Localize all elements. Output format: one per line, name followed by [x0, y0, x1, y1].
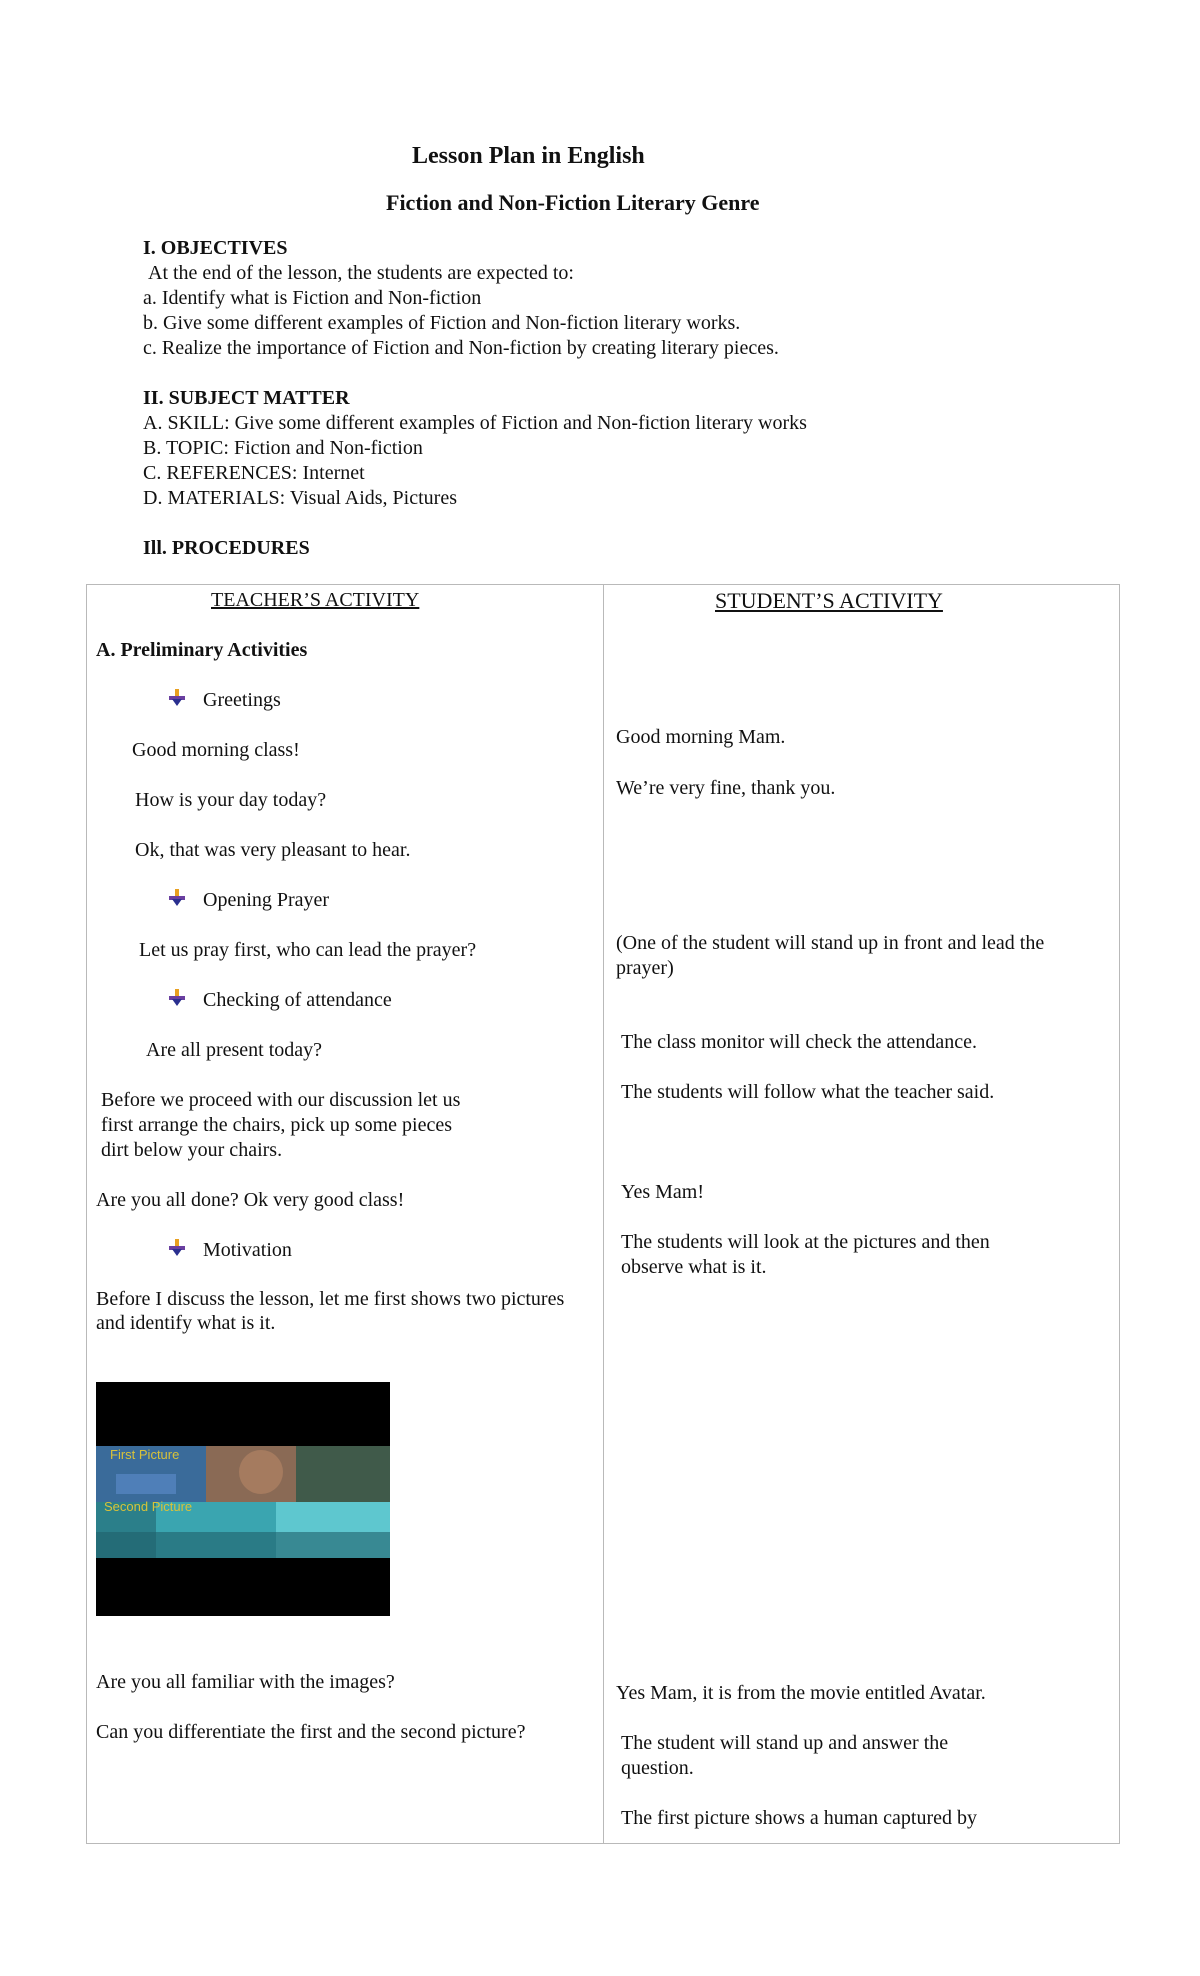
objectives-heading: I. OBJECTIVES [143, 237, 288, 259]
down-arrow-bullet-icon [168, 888, 186, 908]
student-line: Good morning Mam. [616, 726, 786, 748]
student-line: question. [621, 1757, 694, 1779]
student-line: observe what is it. [621, 1256, 767, 1278]
teacher-line: and identify what is it. [96, 1312, 276, 1334]
teacher-line: first arrange the chairs, pick up some pieces [101, 1114, 452, 1136]
student-line: The first picture shows a human captured by [621, 1807, 978, 1829]
down-arrow-bullet-icon [168, 1238, 186, 1258]
teacher-line: Can you differentiate the first and the second picture? [96, 1721, 526, 1743]
teacher-line: Before I discuss the lesson, let me first shows two pictures [96, 1288, 565, 1310]
student-activity-header: STUDENT’S ACTIVITY [715, 588, 943, 613]
procedures-heading: Ill. PROCEDURES [143, 537, 310, 559]
page-subtitle: Fiction and Non-Fiction Literary Genre [386, 190, 760, 215]
teacher-line: Ok, that was very pleasant to hear. [135, 839, 411, 861]
subject-matter-heading: II. SUBJECT MATTER [143, 387, 350, 409]
table-column-divider [603, 584, 604, 1844]
student-line: The class monitor will check the attendance. [621, 1031, 977, 1053]
student-line: The students will look at the pictures and then [621, 1231, 990, 1253]
down-arrow-bullet-icon [168, 688, 186, 708]
bullet-motivation: Motivation [203, 1239, 292, 1261]
student-line: Yes Mam! [621, 1181, 704, 1203]
objective-item: a. Identify what is Fiction and Non-fiction [143, 287, 482, 309]
student-line: Yes Mam, it is from the movie entitled Avatar. [616, 1682, 986, 1704]
teacher-line: How is your day today? [135, 789, 327, 811]
student-line: (One of the student will stand up in front and lead the [616, 932, 1045, 954]
student-line: We’re very fine, thank you. [616, 777, 836, 799]
student-line: The students will follow what the teacher said. [621, 1081, 995, 1103]
teacher-line: Are you all familiar with the images? [96, 1671, 395, 1693]
teacher-line: Before we proceed with our discussion let us [101, 1089, 461, 1111]
teacher-line: Good morning class! [132, 739, 300, 761]
objective-item: c. Realize the importance of Fiction and Non-fiction by creating literary pieces. [143, 337, 779, 359]
avatar-movie-image [96, 1382, 390, 1616]
student-line: prayer) [616, 957, 674, 979]
page-title: Lesson Plan in English [412, 143, 645, 169]
subject-matter-item: D. MATERIALS: Visual Aids, Pictures [143, 487, 457, 509]
student-line: The student will stand up and answer the [621, 1732, 949, 1754]
teacher-line: Are all present today? [146, 1039, 323, 1061]
first-picture-label: First Picture [110, 1447, 180, 1462]
subject-matter-item: A. SKILL: Give some different examples of Fiction and Non-fiction literary works [143, 412, 807, 434]
objectives-intro: At the end of the lesson, the students are expected to: [148, 262, 574, 284]
subject-matter-item: C. REFERENCES: Internet [143, 462, 365, 484]
preliminary-activities-heading: A. Preliminary Activities [96, 639, 308, 661]
teacher-activity-header: TEACHER’S ACTIVITY [211, 589, 420, 611]
teacher-line: Are you all done? Ok very good class! [96, 1189, 405, 1211]
teacher-line: Let us pray first, who can lead the prayer? [139, 939, 477, 961]
teacher-line: dirt below your chairs. [101, 1139, 283, 1161]
subject-matter-item: B. TOPIC: Fiction and Non-fiction [143, 437, 423, 459]
bullet-opening-prayer: Opening Prayer [203, 889, 330, 911]
down-arrow-bullet-icon [168, 988, 186, 1008]
bullet-greetings: Greetings [203, 689, 281, 711]
second-picture-label: Second Picture [104, 1499, 193, 1514]
objective-item: b. Give some different examples of Fiction and Non-fiction literary works. [143, 312, 741, 334]
movie-collage-icon [96, 1382, 390, 1616]
bullet-checking-attendance: Checking of attendance [203, 989, 392, 1011]
